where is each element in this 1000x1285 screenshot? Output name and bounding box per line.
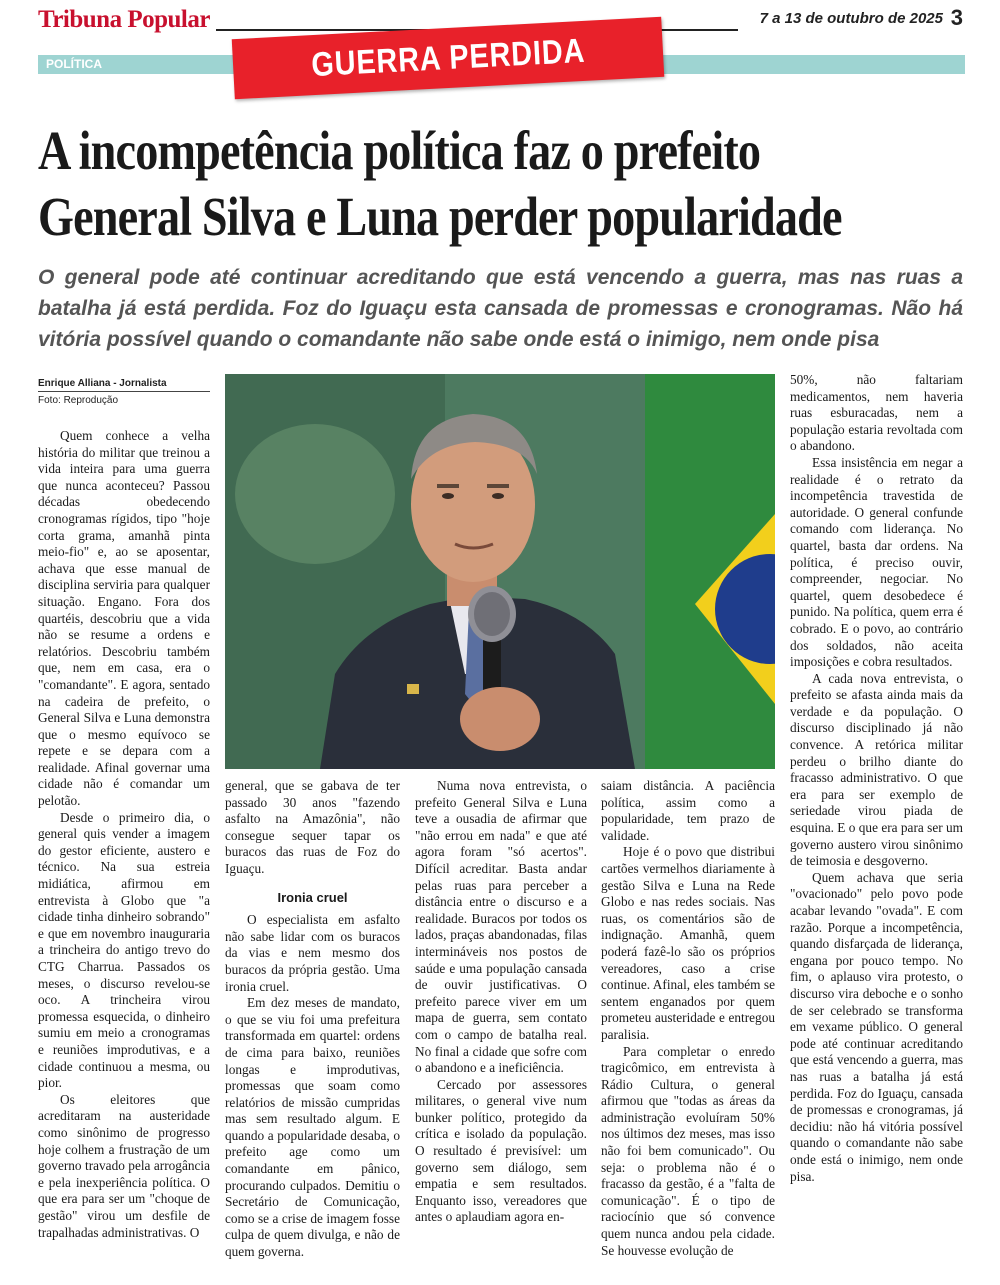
article-column-5 xyxy=(790,372,963,1283)
photo-credit: Foto: Reprodução xyxy=(38,395,119,406)
section-label: POLÍTICA xyxy=(46,57,102,71)
paragraph: 50%, não faltariam medicamentos, nem haveria ruas esburacadas, nem a população estaria revoltada com o abandono. xyxy=(790,372,963,454)
crosshead: Ironia cruel xyxy=(277,889,348,905)
paragraph: Numa nova entrevista, o prefeito General Silva e Luna teve a ousadia de afirmar que "não errou em nada" e que até agora foram "só acertos". Difícil acreditar. Basta andar pelas ruas para perceber a distância entre o discurso e a realidade. Buracos por todos os lados, praças abandonadas, filas intermináveis nos postos de saúde e uma população cansada de ouvir justificativas. O prefeito parece viver em um mapa de guerra, sem contato com o campo de batalha real. No final a cidade que sofre com o abandono e a ineficiência. xyxy=(415,778,587,1076)
stamp-text: GUERRA PERDIDA xyxy=(310,31,586,84)
paragraph: Para completar o enredo tragicômico, em entrevista à Rádio Cultura, o general afirmou que "todas as áreas da administração evoluíram 50% nos últimos dez meses, mas isso não foi bem comunicado". Ou seja: o problema não é o fracasso da gestão, é a "falta de comunicação". É o tipo de raciocínio que só convence quem nunca andou pela cidade. Se houvesse evolução de xyxy=(601,1043,775,1258)
paragraph: Quem achava que seria "ovacionado" pelo povo pode acabar levando "ovada". E com razão. Porque a incompetência, quando disfarçada de liderança, engana por pouco tempo. No fim, o aplauso vira protesto, o discurso vira deboche e o sonho de ser celebrado se transforma em vexame público. O general pode até continuar acreditando que está vencendo a guerra, mas nas ruas a batalha já está perdida. Foz do Iguaçu, cansada de promessas e cronogramas, já decidiu: não há vitória possível quando o comandante não sabe onde está o inimigo, nem onde pisa. xyxy=(790,869,963,1184)
subhead: O general pode até continuar acreditando que está vencendo a guerra, mas nas ruas a batalha já está perdida. Foz do Iguaçu esta cansada de promessas e cronogramas. Não há vitória possível quando o comandante não sabe onde está o inimigo, nem onde pisa xyxy=(38,266,963,351)
photo-portrait-man-with-microphone xyxy=(225,374,775,769)
paragraph: general, que se gabava de ter passado 30 anos "fazendo asfalto na Amazônia", não consegue sequer tapar os buracos das ruas de Foz do Iguaçu. xyxy=(225,778,400,876)
paragraph: Em dez meses de mandato, o que se viu foi uma prefeitura transformada em quartel: ordens de cima para baixo, reuniões longas e improdutivas, promessas que soam como relatórios de missão cumpridas mas sem resultado algum. E quando a popularidade desaba, o prefeito age como um comandante em pânico, procurando culpados. Demitiu o Secretário de Comunicação, como se a crise de imagem fosse culpa de quem divulga, e não de quem governa. xyxy=(225,995,400,1260)
headline xyxy=(38,118,963,250)
article-column-2 xyxy=(225,778,400,1283)
paragraph: Cercado por assessores militares, o general vive num bunker político, protegido da crítica e isolado da população. O resultado é previsível: um governo sem diálogo, sem empatia e sem resultados. Enquanto isso, vereadores que antes o aplaudiam agora en- xyxy=(415,1076,587,1225)
paragraph: Quem conhece a velha história do militar que treinou a vida inteira para uma guerra que nunca aconteceu? Passou décadas obedecendo cronogramas rígidos, tipo "hoje corta grama, amanhã pinta meio-fio" e, ao se aposentar, achava que esse manual de disciplina serviria para qualquer situação. Engano. Fora dos quartéis, descobriu que a vida não se resume a ordens e relatórios. Descobriu também que, nem em casa, era o "comandante". E agora, sentado na cadeira de prefeito, o General Silva e Luna demonstra que o mesmo equívoco se repete e se depara com a realidade. Afinal governar uma cidade não é comandar um pelotão. xyxy=(38,428,210,809)
headline-line-2: General Silva e Luna perder popularidade xyxy=(38,186,842,247)
newspaper-logo: Tribuna Popular xyxy=(38,6,210,33)
portrait-illustration xyxy=(225,374,775,769)
paragraph: A cada nova entrevista, o prefeito se afasta ainda mais da verdade e da população. O discurso disciplinado já não convence. A retórica militar perdeu o brilho diante do fracasso administrativo. O que era para ser exemplo de seriedade virou piada de esquina. E o que era para ser um governo austero virou sinônimo de teimosia e desgoverno. xyxy=(790,670,963,869)
headline-line-1: A incompetência política faz o prefeito xyxy=(38,120,761,181)
issue-date: 7 a 13 de outubro de 2025 xyxy=(759,10,943,27)
article-column-4 xyxy=(601,778,775,1283)
paragraph: Desde o primeiro dia, o general quis vender a imagem do gestor eficiente, austero e técnico. Na sua estreia midiática, afirmou em entrevista à Globo que "a cidade tinha dinheiro sobrando" e que em novembro inauguraria a trincheira do antigo trevo do CTG Charrua. Passados os meses, o discurso revelou-se oco. A trincheira virou promessa esquecida, o dinheiro sumiu em meio a cronogramas e reuniões improdutivas, e a cidade continuou a mesma, ou pior. xyxy=(38,809,210,1091)
paragraph: saiam distância. A paciência política, assim como a popularidade, tem prazo de validade. xyxy=(601,778,775,843)
article-column-3 xyxy=(415,778,587,1283)
paragraph: Os eleitores que acreditaram na austeridade como sinônimo de progresso hoje colhem a frustração de um governo travado pela arrogância e pela inexperiência política. O que era para ser um "choque de gestão" virou um desfile de trapalhadas administrativas. O xyxy=(38,1091,210,1240)
byline-author: Enrique Alliana - Jornalista xyxy=(38,378,210,392)
paragraph: O especialista em asfalto não sabe lidar com os buracos da vias e nem mesmo dos buracos da própria gestão. Uma ironia cruel. xyxy=(225,912,400,994)
article-column-1 xyxy=(38,428,210,1283)
paragraph: Hoje é o povo que distribui cartões vermelhos diariamente à gestão Silva e Luna na Rede Globo e nas redes sociais. Nas ruas, os comentários são de indignação. Amanhã, quem poderá fazê-lo são os próprios vereadores, caso a crise continue. Afinal, eles também se sentem enganados por quem prometeu austeridade e entregou paralisia. xyxy=(601,844,775,1042)
paragraph: Essa insistência em negar a realidade é o retrato da incompetência travestida de autoridade. O general confunde comando com liderança. No quartel, basta dar ordens. Na política, é preciso ouvir, compreender, negociar. No quartel, quem desobedece é punido. Na política, quem erra é cobrado. E o povo, ao contrário dos soldados, não aceita imposições e cobra resultados. xyxy=(790,454,963,670)
brazil-flag-icon xyxy=(645,374,775,769)
byline xyxy=(38,378,210,406)
page-number: 3 xyxy=(950,5,963,30)
